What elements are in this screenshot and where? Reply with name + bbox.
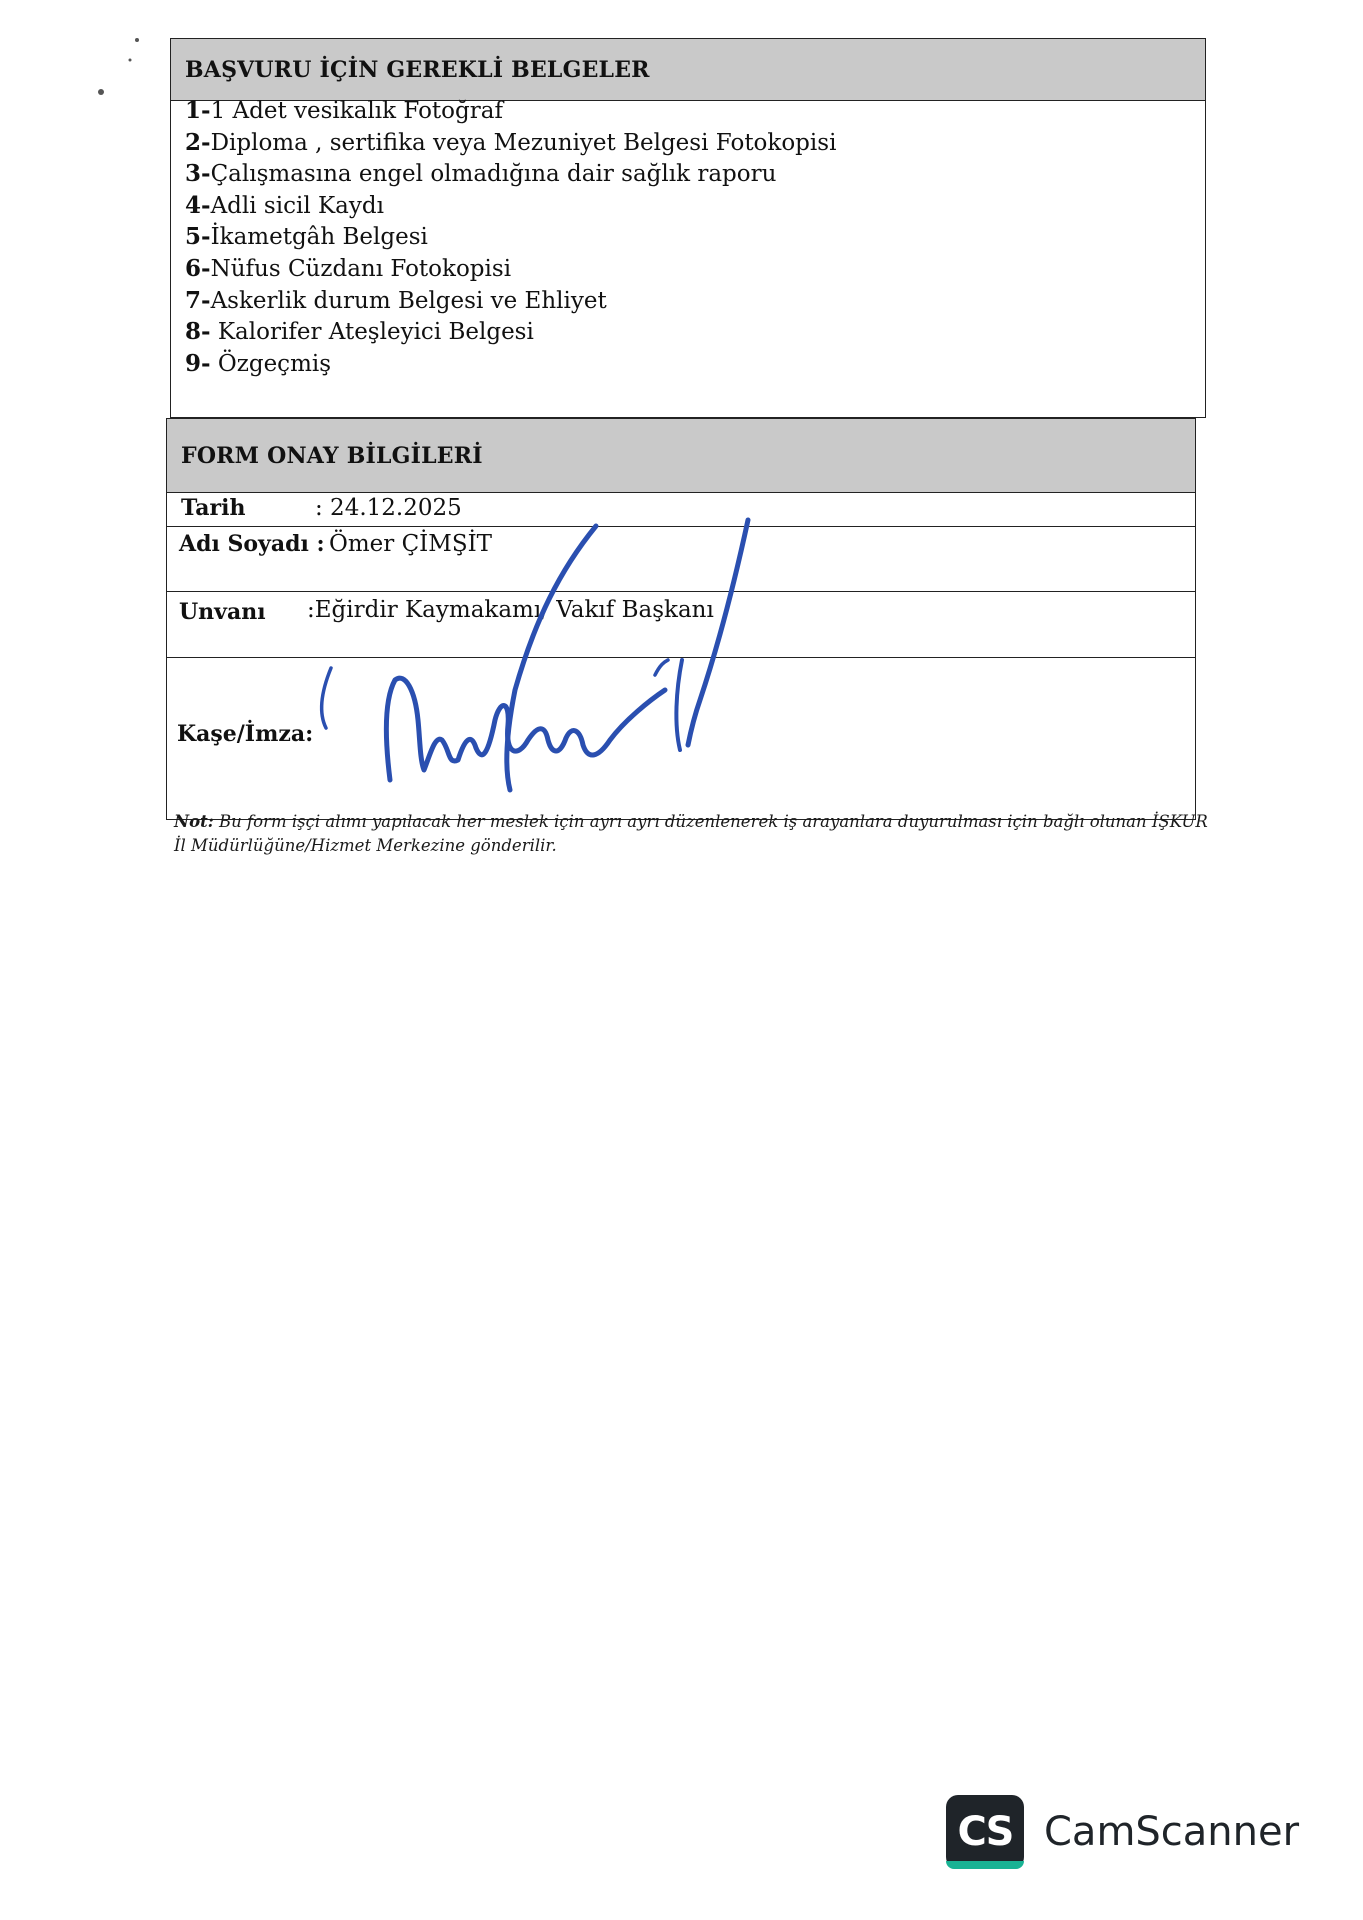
name-label: Adı Soyadı : xyxy=(179,531,325,557)
item-number: 5- xyxy=(185,223,211,251)
title-row xyxy=(167,592,1195,658)
item-number: 8- xyxy=(185,318,211,346)
item-text: Adli sicil Kaydı xyxy=(210,192,384,219)
signature-row xyxy=(167,658,1195,819)
item-number: 2- xyxy=(185,128,211,156)
list-item xyxy=(185,190,836,222)
footnote xyxy=(174,810,1224,858)
item-text: Askerlik durum Belgesi ve Ehliyet xyxy=(210,287,607,314)
title-value: :Eğirdir Kaymakamı/ Vakıf Başkanı xyxy=(307,597,714,623)
item-number: 1- xyxy=(185,97,211,124)
camscanner-watermark xyxy=(946,1795,1299,1869)
required-documents-list xyxy=(185,95,836,379)
note-label: Not: xyxy=(174,812,214,831)
scan-speck xyxy=(98,89,104,95)
form-approval-section xyxy=(166,418,1196,820)
logo-accent-bar xyxy=(946,1861,1024,1869)
note-text: Bu form işçi alımı yapılacak her meslek için ayrı ayrı düzenlenerek iş arayanlara duyurulması için bağlı olunan İŞKUR İl Müdürlüğüne/Hizmet Merkezine gönderilir. xyxy=(174,812,1208,855)
item-number: 9- xyxy=(185,349,211,377)
date-value: : 24.12.2025 xyxy=(315,495,462,521)
item-text: Kalorifer Ateşleyici Belgesi xyxy=(210,319,534,346)
item-text: Özgeçmiş xyxy=(210,350,332,377)
list-item xyxy=(185,348,836,380)
item-text: İkametgâh Belgesi xyxy=(210,224,428,251)
list-item xyxy=(185,95,836,127)
camscanner-logo-icon xyxy=(946,1795,1024,1869)
scan-speck xyxy=(129,59,132,62)
item-number: 3- xyxy=(185,160,211,188)
title-label: Unvanı xyxy=(179,599,266,625)
logo-badge-text: CS xyxy=(957,1809,1013,1855)
item-number: 4- xyxy=(185,191,211,219)
item-text: Nüfus Cüzdanı Fotokopisi xyxy=(210,255,512,282)
list-item xyxy=(185,316,836,348)
list-item xyxy=(185,127,836,159)
required-documents-section xyxy=(170,38,1206,418)
item-text: Diploma , sertifika veya Mezuniyet Belgesi Fotokopisi xyxy=(210,129,837,156)
form-approval-heading: FORM ONAY BİLGİLERİ xyxy=(167,419,1195,493)
scan-speck xyxy=(135,38,139,42)
date-row xyxy=(167,493,1195,527)
list-item xyxy=(185,221,836,253)
item-number: 6- xyxy=(185,254,211,282)
name-row xyxy=(167,527,1195,592)
item-number: 7- xyxy=(185,286,211,314)
list-item xyxy=(185,253,836,285)
required-documents-heading: BAŞVURU İÇİN GEREKLİ BELGELER xyxy=(171,39,1205,101)
signature-label: Kaşe/İmza: xyxy=(177,721,314,747)
list-item xyxy=(185,158,836,190)
item-text: Çalışmasına engel olmadığına dair sağlık raporu xyxy=(210,161,777,188)
item-text: 1 Adet vesikalık Fotoğraf xyxy=(210,98,503,124)
camscanner-brand-text: CamScanner xyxy=(1044,1809,1300,1855)
name-value: Ömer ÇİMŞİT xyxy=(329,531,492,557)
date-label: Tarih xyxy=(181,495,246,521)
list-item xyxy=(185,285,836,317)
